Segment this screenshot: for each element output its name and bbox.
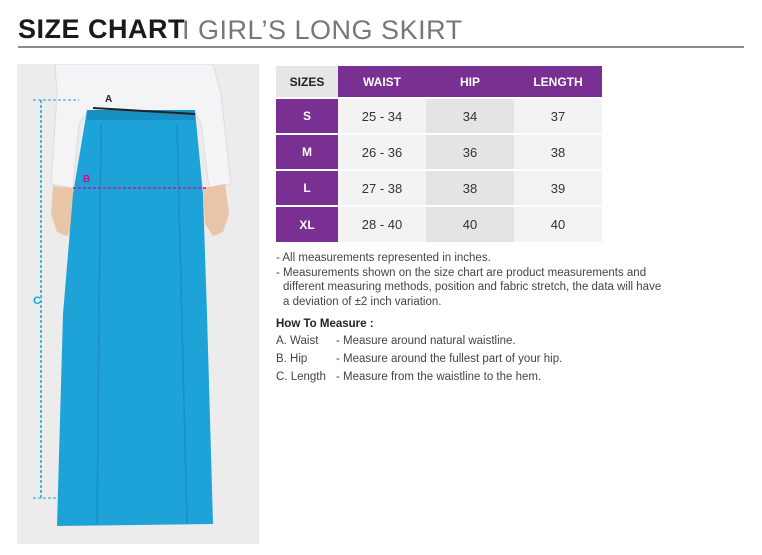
hip-cell: 34 bbox=[426, 98, 514, 134]
header-hip: HIP bbox=[426, 66, 514, 98]
measure-key: B. Hip bbox=[276, 353, 308, 365]
size-table bbox=[276, 66, 602, 242]
length-cell: 39 bbox=[514, 170, 602, 206]
length-cell: 38 bbox=[514, 134, 602, 170]
table-row bbox=[276, 170, 602, 206]
skirt bbox=[57, 110, 213, 526]
hip-cell: 36 bbox=[426, 134, 514, 170]
size-cell: S bbox=[276, 98, 338, 134]
list-item bbox=[276, 371, 562, 389]
hip-cell: 40 bbox=[426, 206, 514, 242]
page-subtitle: I GIRL’S LONG SKIRT bbox=[182, 15, 463, 45]
skirt-illustration bbox=[17, 64, 259, 544]
waist-cell: 25 - 34 bbox=[338, 98, 426, 134]
header-sizes: SIZES bbox=[276, 66, 338, 98]
label-b: B bbox=[83, 174, 91, 185]
note-deviation-2: different measuring methods, position and fabric stretch, the data will have bbox=[283, 281, 662, 293]
length-cell: 40 bbox=[514, 206, 602, 242]
page-title: SIZE CHART bbox=[18, 14, 185, 44]
header-waist: WAIST bbox=[338, 66, 426, 98]
how-to-measure-heading: How To Measure : bbox=[276, 318, 374, 330]
list-item bbox=[276, 353, 562, 371]
note-deviation-3: a deviation of ±2 inch variation. bbox=[283, 295, 442, 308]
measure-key: C. Length bbox=[276, 371, 326, 383]
skirt-figure bbox=[17, 64, 259, 544]
note-units: - All measurements represented in inches. bbox=[276, 252, 491, 264]
label-a: A bbox=[105, 94, 113, 105]
page-header bbox=[18, 12, 744, 48]
table-row bbox=[276, 98, 602, 134]
size-cell: L bbox=[276, 170, 338, 206]
size-cell: XL bbox=[276, 206, 338, 242]
measurement-notes bbox=[276, 251, 736, 309]
header-length: LENGTH bbox=[514, 66, 602, 98]
measure-desc: - Measure around the fullest part of your hip. bbox=[336, 353, 563, 365]
how-to-measure bbox=[276, 318, 562, 389]
waist-cell: 26 - 36 bbox=[338, 134, 426, 170]
waist-cell: 27 - 38 bbox=[338, 170, 426, 206]
length-cell: 37 bbox=[514, 98, 602, 134]
table-row bbox=[276, 206, 602, 242]
note-deviation-1: - Measurements shown on the size chart are product measurements and bbox=[276, 266, 647, 279]
size-cell: M bbox=[276, 134, 338, 170]
label-c: C bbox=[33, 295, 41, 307]
measure-key: A. Waist bbox=[276, 335, 319, 347]
waist-cell: 28 - 40 bbox=[338, 206, 426, 242]
list-item bbox=[276, 335, 562, 353]
hip-cell: 38 bbox=[426, 170, 514, 206]
measure-desc: - Measure around natural waistline. bbox=[336, 335, 516, 347]
size-table-header bbox=[276, 66, 602, 98]
measure-desc: - Measure from the waistline to the hem. bbox=[336, 371, 542, 383]
table-row bbox=[276, 134, 602, 170]
